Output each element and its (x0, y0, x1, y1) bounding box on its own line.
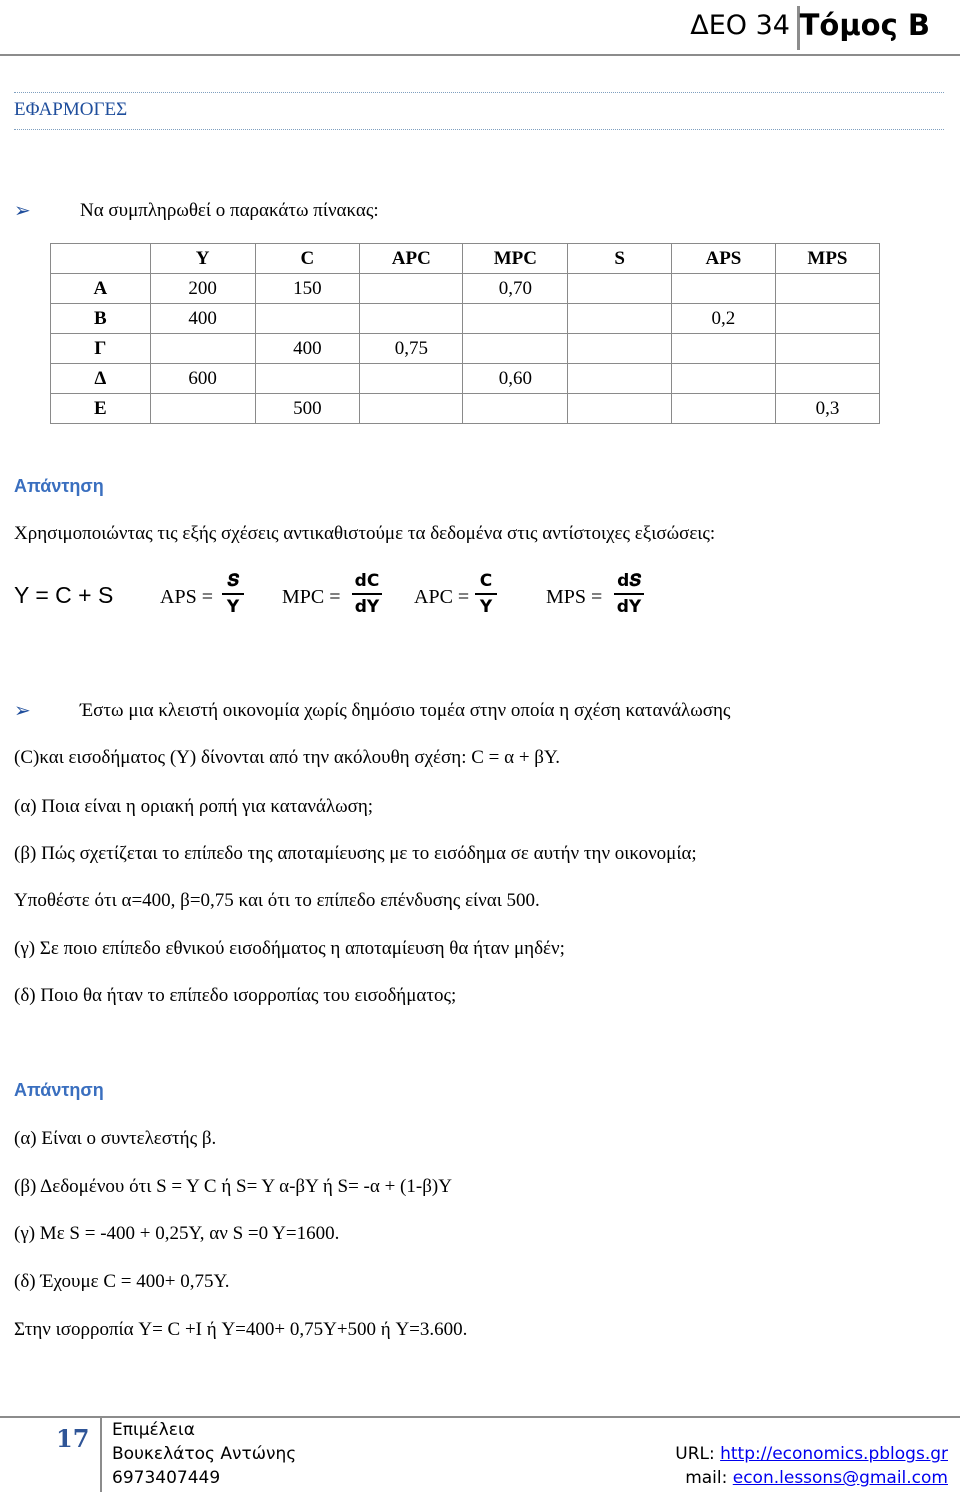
table-row (51, 304, 880, 334)
table-cell (463, 334, 568, 364)
footer-url-link[interactable]: http://economics.pblogs.gr (720, 1444, 948, 1464)
table-cell: 400 (255, 334, 360, 364)
fraction-bar (614, 593, 644, 595)
exercise2-question-d: (δ) Ποιο θα ήταν το επίπεδο ισορροπίας του εισοδήματος; (14, 985, 457, 1006)
header-series: ΔΕΟ 34 (690, 10, 790, 41)
exercise2-question-c: (γ) Σε ποιο επίπεδο εθνικού εισοδήματος η αποταμίευση θα ήταν μηδέν; (14, 938, 565, 959)
table-cell: 0,2 (671, 304, 775, 334)
table-cell (150, 334, 255, 364)
table-cell (671, 334, 775, 364)
fraction-denominator: Y (479, 597, 493, 617)
exercise2-line2: (C)και εισοδήματος (Y) δίνονται από την ακόλουθη σχέση: C = α + βY. (14, 747, 560, 768)
table-cell (360, 274, 463, 304)
table-cell (568, 394, 672, 424)
formula-aps-fraction (222, 570, 244, 618)
table-cell (775, 364, 879, 394)
fraction-denominator: dY (354, 597, 380, 617)
footer-mail-link[interactable]: econ.lessons@gmail.com (732, 1468, 948, 1488)
table-cell (360, 364, 463, 394)
header-volume: Τόμος Β (799, 8, 930, 42)
table-row (51, 394, 880, 424)
footer-phone: 6973407449 (112, 1468, 221, 1488)
fraction-numerator: C (479, 571, 493, 591)
formula-mps-fraction (614, 570, 644, 618)
table-row (51, 364, 880, 394)
table-cell (775, 334, 879, 364)
fraction-denominator: Y (226, 597, 240, 617)
exercise-table (50, 243, 880, 424)
table-header-cell: APC (360, 244, 463, 274)
table-cell: 0,70 (463, 274, 568, 304)
formula-mps-label: MPS = (546, 586, 603, 608)
fraction-numerator: dC (354, 571, 380, 591)
page-number: 17 (56, 1424, 90, 1453)
table-cell (568, 364, 672, 394)
table-cell (463, 394, 568, 424)
answer2-d: (δ) Έχουμε C = 400+ 0,75Y. (14, 1271, 230, 1292)
fraction-bar (222, 593, 244, 595)
table-row-label: Β (51, 304, 151, 334)
table-row-label: Ε (51, 394, 151, 424)
table-cell (568, 334, 672, 364)
table-cell: 600 (150, 364, 255, 394)
footer-mail-label: mail: (685, 1468, 733, 1488)
table-cell (255, 364, 360, 394)
table-row-label: Γ (51, 334, 151, 364)
fraction-denominator: dY (616, 597, 642, 617)
answer2-equilibrium: Στην ισορροπία Y= C +I ή Y=400+ 0,75Y+500 ή Y=3.600. (14, 1319, 468, 1340)
formula-apc-label: APC = (414, 586, 470, 608)
formula-aps-label: APS = (160, 586, 213, 608)
table-cell (150, 394, 255, 424)
formula-identity: Y = C + S (14, 582, 114, 608)
exercise2-assumption: Υποθέστε ότι α=400, β=0,75 και ότι το επίπεδο επένδυσης είναι 500. (14, 890, 540, 911)
table-cell: 0,60 (463, 364, 568, 394)
table-header-cell: APS (671, 244, 775, 274)
exercise1-prompt: Να συμπληρωθεί ο παρακάτω πίνακας: (80, 200, 379, 221)
table-header-row (51, 244, 880, 274)
table-row-label: Δ (51, 364, 151, 394)
footer-rule (0, 1416, 960, 1418)
table-cell: 500 (255, 394, 360, 424)
exercise2-question-b: (β) Πώς σχετίζεται το επίπεδο της αποταμίευσης με το εισόδημα σε αυτήν την οικονομία; (14, 843, 697, 864)
fraction-numerator: d𝑺 (617, 571, 641, 591)
table-cell (255, 304, 360, 334)
table-cell: 150 (255, 274, 360, 304)
table-header-cell: C (255, 244, 360, 274)
answer1-heading: Απάντηση (14, 476, 104, 496)
table-header-cell (51, 244, 151, 274)
table-cell: 400 (150, 304, 255, 334)
fraction-bar (352, 593, 382, 595)
table-row (51, 274, 880, 304)
bullet-arrow-icon: ➢ (14, 700, 31, 722)
footer-editor-name: Βουκελάτος Αντώνης (112, 1444, 297, 1464)
section-title: ΕΦΑΡΜΟΓΕΣ (14, 99, 128, 120)
formula-mpc-label: MPC = (282, 586, 341, 608)
table-row-label: Α (51, 274, 151, 304)
table-cell (671, 364, 775, 394)
table-cell: 0,3 (775, 394, 879, 424)
table-header-cell: Y (150, 244, 255, 274)
table-cell (568, 274, 672, 304)
table-row (51, 334, 880, 364)
exercise2-line1: Έστω μια κλειστή οικονομία χωρίς δημόσιο τομέα στην οποία η σχέση κατανάλωσης (80, 700, 731, 721)
formula-apc-fraction (475, 570, 497, 618)
bullet-arrow-icon: ➢ (14, 200, 31, 222)
fraction-numerator: 𝑺 (227, 571, 239, 591)
table-cell (360, 394, 463, 424)
footer-url-line (675, 1444, 948, 1464)
table-cell (775, 304, 879, 334)
answer1-intro: Χρησιμοποιώντας τις εξής σχέσεις αντικαθιστούμε τα δεδομένα στις αντίστοιχες εξισώσεις: (14, 523, 716, 544)
table-header-cell: MPS (775, 244, 879, 274)
answer2-a: (α) Είναι ο συντελεστής β. (14, 1128, 217, 1149)
answer2-b: (β) Δεδομένου ότι S = Y C ή S= Y α-βY ή S= -α + (1-β)Y (14, 1176, 452, 1197)
footer-url-label: URL: (675, 1444, 721, 1464)
table-header-cell: S (568, 244, 672, 274)
header-rule (0, 54, 960, 56)
footer-editor-label: Επιμέλεια (112, 1420, 195, 1440)
table-cell (568, 304, 672, 334)
answer2-heading: Απάντηση (14, 1080, 104, 1100)
page-header (0, 0, 960, 56)
table-cell: 0,75 (360, 334, 463, 364)
footer-separator (100, 1418, 102, 1492)
section-banner (14, 92, 944, 130)
footer-mail-line (685, 1468, 948, 1488)
fraction-bar (475, 593, 497, 595)
table-cell: 200 (150, 274, 255, 304)
table-cell (671, 394, 775, 424)
formula-mpc-fraction (352, 570, 382, 618)
table-cell (671, 274, 775, 304)
table-header-cell: MPC (463, 244, 568, 274)
table-cell (463, 304, 568, 334)
table-cell (360, 304, 463, 334)
answer2-c: (γ) Με S = -400 + 0,25Y, αν S =0 Y=1600. (14, 1223, 340, 1244)
exercise2-question-a: (α) Ποια είναι η οριακή ροπή για κατανάλωση; (14, 796, 374, 817)
table-cell (775, 274, 879, 304)
